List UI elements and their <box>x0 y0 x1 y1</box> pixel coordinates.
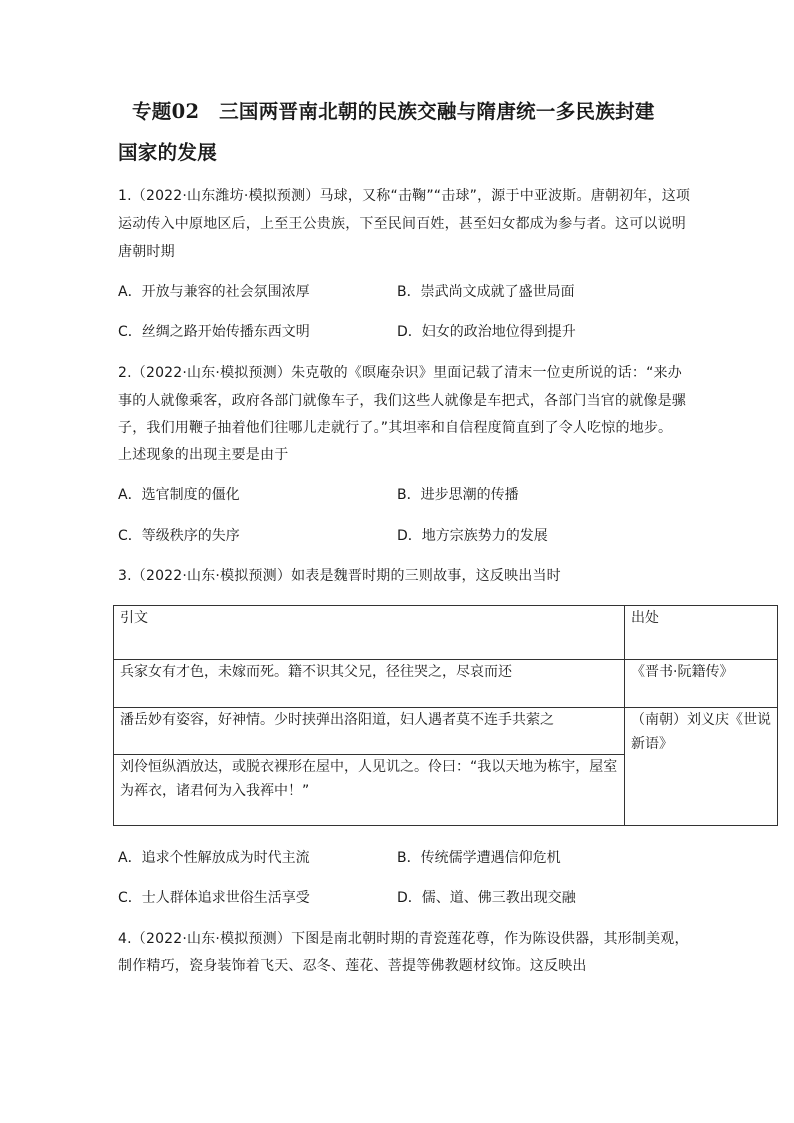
question-2-option-d: D．地方宗族势力的发展 <box>397 528 548 544</box>
question-2-stem-line: 上述现象的出现主要是由于 <box>118 447 289 463</box>
quote-text: 潘岳妙有姿容，好神情。少时挟弹出洛阳道，妇人遇者莫不连手共萦之 <box>120 712 554 728</box>
question-2-option-b: B．进步思潮的传播 <box>397 487 519 503</box>
question-3-stem-line: 3.（2022·山东·模拟预测）如表是魏晋时期的三则故事，这反映出当时 <box>118 568 561 584</box>
question-1-stem-line: 运动传入中原地区后，上至王公贵族，下至民间百姓，甚至妇女都成为参与者。这可以说明 <box>118 216 686 232</box>
header-quote: 引文 <box>114 606 625 660</box>
question-4-stem-line: 制作精巧，瓷身装饰着飞天、忍冬、莲花、菩提等佛教题材纹饰。这反映出 <box>118 958 587 974</box>
quote-cell <box>114 708 625 755</box>
quote-text: 刘伶恒纵酒放达，或脱衣裸形在屋中，人见讥之。伶曰：“我以天地为栋宇，屋室 <box>120 759 618 775</box>
question-3-option-d: D．儒、道、佛三教出现交融 <box>397 890 576 906</box>
question-1-stem-line: 唐朝时期 <box>118 244 175 260</box>
question-1-option-a: A．开放与兼容的社会氛围浓厚 <box>118 284 310 300</box>
question-3-option-a: A．追求个性解放成为时代主流 <box>118 850 310 866</box>
quote-cell <box>114 755 625 826</box>
question-3-option-b: B．传统儒学遭遇信仰危机 <box>397 850 561 866</box>
question-2-option-a: A．选官制度的僵化 <box>118 487 240 503</box>
table-row <box>114 708 778 755</box>
source-text: 《晋书·阮籍传》 <box>631 664 734 680</box>
question-3-option-c: C．士人群体追求世俗生活享受 <box>118 890 310 906</box>
question-2-stem-line: 子，我们用鞭子抽着他们往哪儿走就行了。”其坦率和自信程度简直到了令人吃惊的地步。 <box>118 420 673 436</box>
question-1-option-b: B．崇武尚文成就了盛世局面 <box>397 284 575 300</box>
source-text: （南朝）刘义庆《世说 <box>631 712 771 728</box>
quote-cell <box>114 660 625 708</box>
source-text: 新语》 <box>631 736 673 752</box>
quote-text: 兵家女有才色，未嫁而死。籍不识其父兄，径往哭之，尽哀而还 <box>120 664 512 680</box>
page-title-line-1: 专题02 三国两晋南北朝的民族交融与隋唐统一多民族封建 <box>132 100 655 123</box>
question-4-stem-line: 4.（2022·山东·模拟预测）下图是南北朝时期的青瓷莲花尊，作为陈设供器，其形制美观， <box>118 931 689 947</box>
question-1-option-c: C．丝绸之路开始传播东西文明 <box>118 324 310 340</box>
quote-text: 为裈衣，诸君何为入我裈中！” <box>120 783 310 799</box>
question-2-stem-line: 2.（2022·山东·模拟预测）朱克敬的《暝庵杂识》里面记载了清末一位吏所说的话：“来办 <box>118 365 682 381</box>
page-title-line-2: 国家的发展 <box>118 141 218 164</box>
source-cell <box>625 660 778 708</box>
table-row <box>114 660 778 708</box>
question-1-option-d: D．妇女的政治地位得到提升 <box>397 324 576 340</box>
question-2-option-c: C．等级秩序的失序 <box>118 528 240 544</box>
question-1-stem-line: 1.（2022·山东潍坊·模拟预测）马球，又称“击鞠”“击球”，源于中亚波斯。唐朝初年，这项 <box>118 188 691 204</box>
source-cell <box>625 708 778 826</box>
table-header-row <box>114 606 778 660</box>
question-2-stem-line: 事的人就像乘客，政府各部门就像车子，我们这些人就像是车把式，各部门当官的就像是骡 <box>118 393 686 409</box>
quote-table <box>113 605 778 826</box>
header-source: 出处 <box>625 606 778 660</box>
